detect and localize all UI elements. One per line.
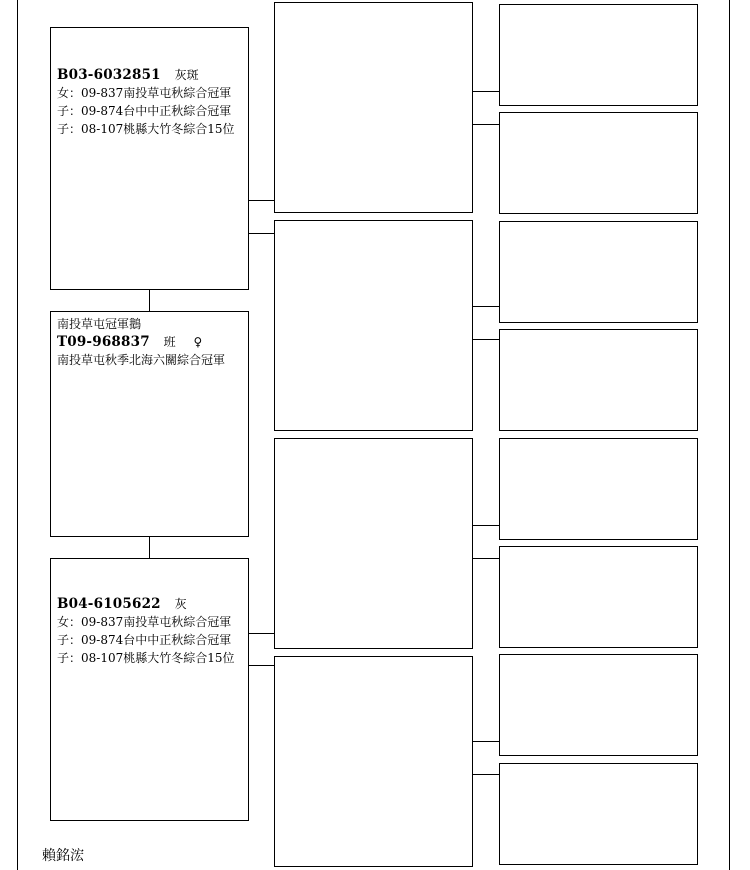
great-grandparent-box-5 (499, 438, 698, 540)
page-border-right (729, 0, 730, 870)
connector-gg-2 (473, 124, 499, 125)
connector-sire-granddam (249, 233, 274, 234)
grandsire-maternal-box (274, 438, 473, 649)
connector-gg-6 (473, 558, 499, 559)
connector-subject-dam (149, 537, 150, 558)
sire-color: 灰斑 (174, 68, 199, 82)
subject-ring-number: T09-968837 (57, 334, 150, 350)
connector-gg-5 (473, 525, 499, 526)
great-grandparent-box-8 (499, 763, 698, 865)
connector-dam-grandsire (249, 633, 274, 634)
great-grandparent-box-3 (499, 221, 698, 323)
dam-offspring-3: 子：08-107桃縣大竹冬綜合15位 (57, 651, 235, 665)
connector-gg-8 (473, 774, 499, 775)
great-grandparent-box-1 (499, 4, 698, 106)
connector-sire-grandsire (249, 200, 274, 201)
great-grandparent-box-2 (499, 112, 698, 214)
connector-gg-1 (473, 91, 499, 92)
great-grandparent-box-6 (499, 546, 698, 648)
great-grandparent-box-4 (499, 329, 698, 431)
dam-color: 灰 (174, 597, 187, 611)
connector-gg-4 (473, 339, 499, 340)
dam-offspring-1: 女：09-837南投草屯秋綜合冠軍 (57, 615, 232, 629)
dam-ring-number: B04-6105622 (57, 596, 161, 612)
sire-offspring-2: 子：09-874台中中正秋綜合冠軍 (57, 104, 232, 118)
great-grandparent-box-7 (499, 654, 698, 756)
connector-dam-granddam (249, 665, 274, 666)
dam-offspring-2: 子：09-874台中中正秋綜合冠軍 (57, 633, 232, 647)
granddam-paternal-box (274, 220, 473, 431)
sire-offspring-1: 女：09-837南投草屯秋綜合冠軍 (57, 86, 232, 100)
connector-sire-subject (149, 290, 150, 311)
breeder-name: 賴銘浤 (42, 848, 84, 864)
subject-box (50, 311, 249, 537)
sire-box (50, 27, 249, 290)
page-border-left (17, 0, 18, 870)
subject-color: 班 (163, 335, 176, 349)
subject-title: 南投草屯冠軍鵝 (57, 317, 142, 331)
subject-achievement: 南投草屯秋季北海六關綜合冠軍 (57, 353, 226, 367)
sire-ring-number: B03-6032851 (57, 67, 161, 83)
connector-gg-3 (473, 306, 499, 307)
female-symbol-icon: ♀ (193, 335, 203, 349)
connector-gg-7 (473, 741, 499, 742)
granddam-maternal-box (274, 656, 473, 867)
sire-offspring-3: 子：08-107桃縣大竹冬綜合15位 (57, 122, 235, 136)
dam-box (50, 558, 249, 821)
grandsire-paternal-box (274, 2, 473, 213)
